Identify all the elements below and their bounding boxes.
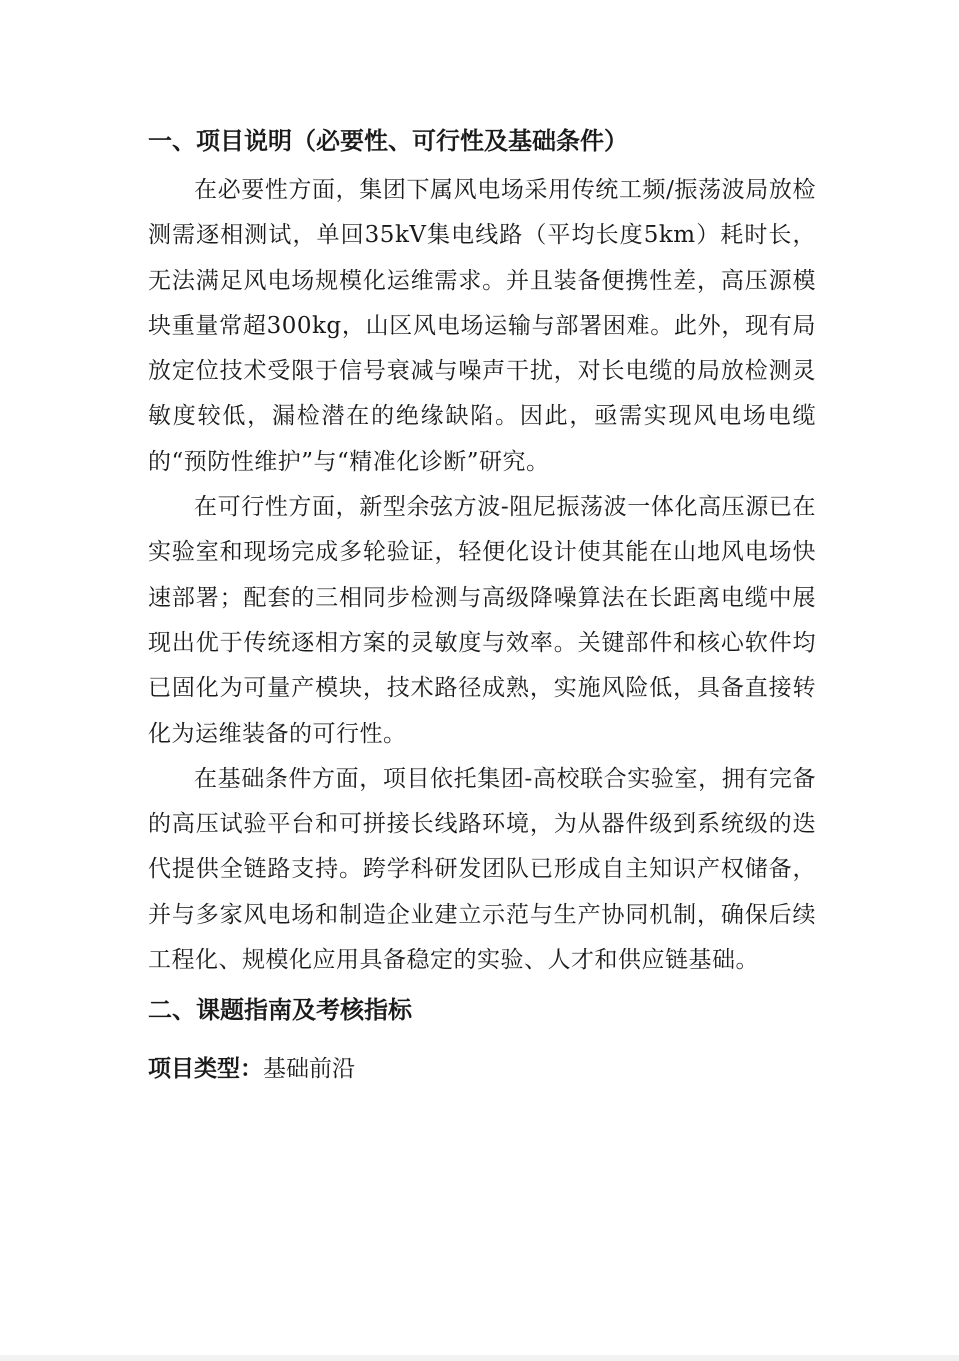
project-type-value: 基础前沿 (263, 1056, 355, 1083)
section-1-heading: 一、项目说明（必要性、可行性及基础条件） (148, 127, 628, 155)
project-type-line (148, 1046, 816, 1092)
section-2-heading: 二、课题指南及考核指标 (148, 996, 412, 1025)
document-content (148, 118, 816, 1092)
project-type-label: 项目类型： (148, 1056, 263, 1083)
necessity-paragraph: 在必要性方面，集团下属风电场采用传统工频/振荡波局放检测需逐相测试，单回35kV集电线路（平均长度5km）耗时长，无法满足风电场规模化运维需求。并且装备便携性差，高压源模块重量常超300kg，山区风电场运输与部署困难。此外，现有局放定位技术受限于信号衰减与噪声干扰，对长电缆的局放检测灵敏度较低，漏检潜在的绝缘缺陷。因此，亟需实现风电场电缆的“预防性维护”与“精准化诊断”研究。 (148, 177, 816, 475)
feasibility-paragraph: 在可行性方面，新型余弦方波-阻尼振荡波一体化高压源已在实验室和现场完成多轮验证，轻便化设计使其能在山地风电场快速部署；配套的三相同步检测与高级降噪算法在长距离电缆中展现出优于传统逐相方案的灵敏度与效率。关键部件和核心软件均已固化为可量产模块，技术路径成熟，实施风险低，具备直接转化为运维装备的可行性。 (148, 494, 816, 747)
page-bottom-edge (0, 1355, 959, 1361)
foundation-paragraph: 在基础条件方面，项目依托集团-高校联合实验室，拥有完备的高压试验平台和可拼接长线路环境，为从器件级到系统级的迭代提供全链路支持。跨学科研发团队已形成自主知识产权储备，并与多家风电场和制造企业建立示范与生产协同机制，确保后续工程化、规模化应用具备稳定的实验、人才和供应链基础。 (148, 765, 816, 974)
